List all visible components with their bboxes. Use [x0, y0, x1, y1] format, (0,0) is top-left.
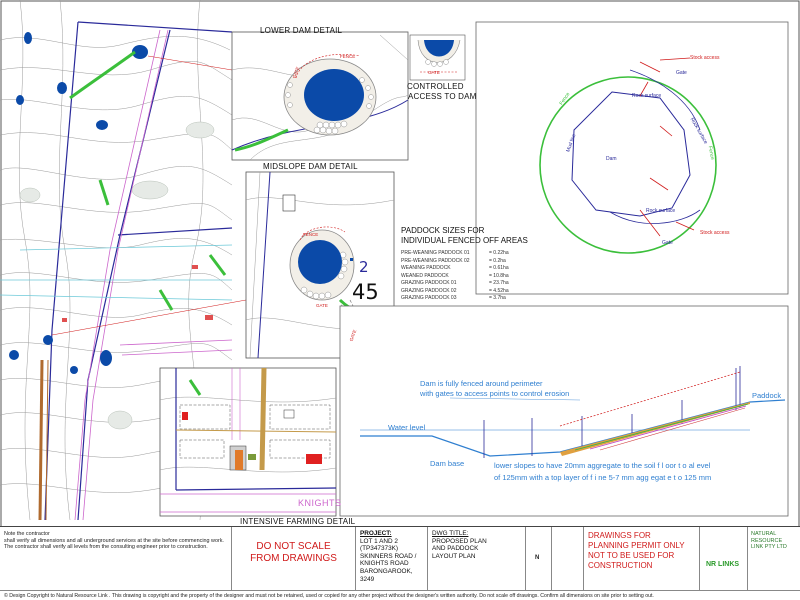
- paddock-size: = 0.22ha: [489, 250, 509, 256]
- intensive-farming-detail-title: INTENSIVE FARMING DETAIL: [240, 517, 356, 526]
- section-water-level: Water level: [388, 423, 426, 432]
- project-line: LOT 1 AND 2 (TP347373K): [360, 537, 399, 553]
- paddock-size: = 0.2ha: [489, 257, 506, 264]
- gate-label-mid-2: GATE: [348, 329, 358, 342]
- schematic-dam: Dam: [606, 156, 617, 162]
- project-label: PROJECT:: [360, 530, 392, 537]
- paddock-row: [401, 250, 509, 258]
- planning-line: DRAWINGS FOR: [588, 531, 651, 540]
- fence-label-mid: FENCE: [303, 232, 319, 237]
- midslope-dam-detail-title: MIDSLOPE DAM DETAIL: [263, 162, 358, 171]
- schematic-stock-access-bottom: Stock access: [700, 230, 730, 236]
- controlled-access-title-line2: ACCESS TO DAM: [408, 92, 477, 101]
- do-not-scale-box: [232, 527, 356, 590]
- schematic-mudline: Mud line: [565, 133, 578, 153]
- note-line: Note the contractor: [4, 531, 50, 537]
- gate-label-lower: GATE: [291, 66, 301, 79]
- planning-permit-box: [584, 527, 700, 590]
- lower-dam-detail: [232, 32, 408, 160]
- paddock-sizes-title-1: PADDOCK SIZES FOR: [401, 226, 485, 235]
- section-note-line2: with gates to access points to control erosion: [420, 389, 570, 398]
- schematic-fence-left: Fence: [558, 91, 572, 107]
- paddock-size: = 3.7ha: [489, 295, 506, 301]
- drawing-title-box: [428, 527, 526, 590]
- controlled-access-title-line1: CONTROLLED: [407, 82, 464, 91]
- copyright-line: © Design Copyright to Natural Resource Link . This drawing is copyright and the property of the designer and must not be retained, used or copied for any other project without the designer's written authority. Do not scale off drawings. Confirm all dimensions on site prior to setting out.: [0, 590, 800, 600]
- lower-dam-detail-title: LOWER DAM DETAIL: [260, 26, 343, 35]
- company-line: LINK PTY LTD: [751, 544, 787, 550]
- planning-line: PLANNING PERMIT ONLY: [588, 541, 685, 550]
- schematic-stock-access-top: Stock access: [690, 55, 720, 61]
- paddock-size: = 4.52ha: [489, 287, 509, 294]
- company-box: [748, 527, 800, 590]
- drawing-title-line: LAYOUT PLAN: [432, 552, 476, 560]
- paddock-name: GRAZING PADDOCK 02: [401, 287, 457, 294]
- section-lower-line2: of 125mm with a top layer of f i ne 5-7 mm agg egat e t o 125 mm: [494, 473, 712, 482]
- project-line: BARONGAROOK, 3249: [360, 567, 413, 583]
- paddock-size: = 10.8ha: [489, 272, 509, 279]
- logo-text: NR LINKS: [706, 561, 740, 568]
- paddock-name: PRE-WEANING PADDOCK 02: [401, 257, 470, 264]
- paddock-size: = 23.7ha: [489, 280, 509, 286]
- section-dam-base: Dam base: [430, 459, 465, 468]
- dam-cross-section: [340, 306, 788, 516]
- project-line: SKINNERS ROAD /: [360, 552, 417, 560]
- project-line: KNIGHTS ROAD: [360, 560, 409, 568]
- do-not-scale-line: DO NOT SCALE: [256, 541, 331, 552]
- section-paddock: Paddock: [752, 391, 782, 400]
- project-box: [356, 527, 428, 590]
- paddock-row: [401, 288, 509, 296]
- dam-schematic: [476, 22, 788, 294]
- paddock-row: [401, 280, 509, 288]
- paddock-row: [401, 295, 509, 303]
- schematic-rock-surface-top: Rock surface: [632, 93, 662, 99]
- paddock-name: WEANED PADDOCK: [401, 272, 449, 279]
- schematic-rock-right: Rock surface: [688, 116, 709, 146]
- contractor-note: [0, 527, 232, 590]
- paddock-sizes-title-2: INDIVIDUAL FENCED OFF AREAS: [401, 236, 528, 245]
- schematic-gate-top: Gate: [676, 70, 687, 76]
- paddock-row: [401, 258, 509, 266]
- drawing-title-line: AND PADDOCK: [432, 545, 479, 553]
- drawing-title-line: PROPOSED PLAN: [432, 537, 487, 545]
- paddock-sizes-table: [401, 250, 509, 303]
- paddock-name: WEANING PADDOCK: [401, 265, 451, 271]
- note-line: shall verify all dimensions and all underground services at the site before commencing work. The contractor shall verify all levels from the consulting engineer prior to construction.: [4, 537, 224, 551]
- gate-label-mid: GATE: [316, 303, 328, 308]
- company-line: NATURAL: [751, 531, 777, 537]
- paddock-size: = 0.61ha: [489, 265, 509, 271]
- fence-label: FENCE: [340, 54, 356, 59]
- title-block: [0, 526, 800, 600]
- north-label: N: [535, 555, 540, 561]
- schematic-fence-right: Fence: [706, 145, 716, 161]
- section-note-line1: Dam is fully fenced around perimeter: [420, 379, 543, 388]
- logo-box: [700, 527, 748, 590]
- marker-bottom-number: 45: [352, 280, 379, 304]
- drawing-title-label: DWG TITLE:: [432, 530, 469, 537]
- intensive-farming-detail: [160, 368, 336, 516]
- gate-label-access: GATE: [428, 70, 440, 75]
- paddock-name: PRE-WEANING PADDOCK 01: [401, 250, 470, 256]
- company-line: RESOURCE: [751, 537, 783, 544]
- stamp-box: [552, 527, 584, 590]
- road-name-label: KNIGHTS: [298, 498, 342, 508]
- marker-top-number: 2: [359, 258, 369, 276]
- schematic-gate-bottom: Gate: [662, 240, 673, 246]
- paddock-row: [401, 273, 509, 281]
- paddock-name: GRAZING PADDOCK 03: [401, 295, 457, 301]
- paddock-name: GRAZING PADDOCK 01: [401, 280, 457, 286]
- north-box: [526, 527, 552, 590]
- paddock-row: [401, 265, 509, 273]
- planning-line: NOT TO BE USED FOR: [588, 551, 675, 560]
- schematic-rock-surface-bottom: Rock surface: [646, 208, 676, 214]
- planning-line: CONSTRUCTION: [588, 561, 653, 570]
- do-not-scale-line: FROM DRAWINGS: [250, 553, 337, 564]
- section-lower-line1: lower slopes to have 20mm aggregate to the soil f l oor t o al evel: [494, 461, 711, 470]
